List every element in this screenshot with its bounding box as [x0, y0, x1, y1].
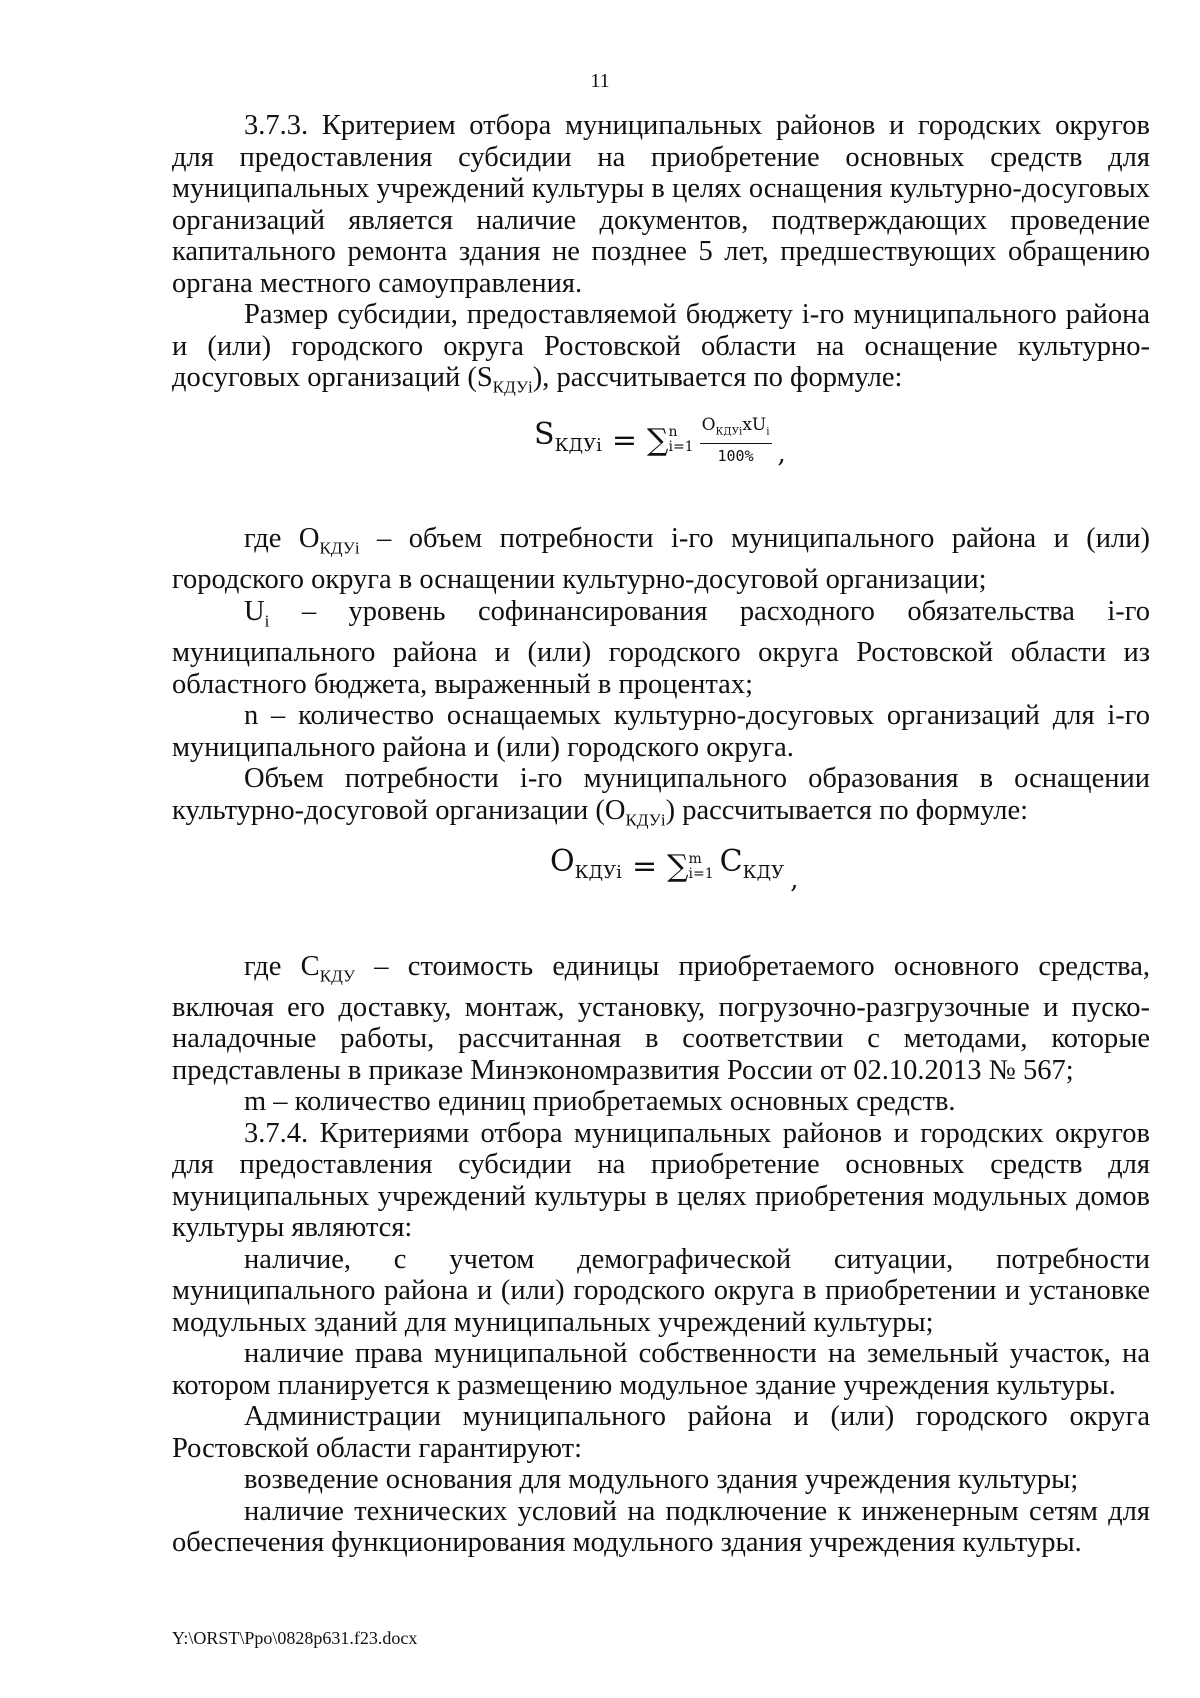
page-number: 11 [590, 70, 610, 92]
paragraph-where-m: m – количество единиц приобретаемых основных средств. [244, 1086, 956, 1118]
paragraph-3-7-4: 3.7.4. Критериями отбора муниципальных районов и городских округов для предоставления субсидии на приобретение основных средств для муниципальных учреждений культуры в целях приобретения модульных домов культуры являются: [172, 1117, 1150, 1244]
paragraph-where-c: где $C_{КДУ}$ – стоимость единицы приобретаемого основного средства, включая его доставку, монтаж, установку, погрузочно-разгрузочные и пуско-наладочные работы, рассчитанная в соответствии с методами, которые представлены в приказе Минэкономразвития России от 02.10.2013 № 567; [172, 950, 1150, 1086]
fraction-denominator: 100% [717, 446, 754, 465]
sum-limits [689, 852, 714, 882]
paragraph-where-o: где $O_{КДУi}$ – объем потребности i-го муниципального района и (или) городского округа в оснащении культурно-досуговой организации; [172, 523, 1150, 596]
equals-sign: = [611, 422, 638, 458]
sum-limits [668, 425, 693, 455]
sum-symbol: ∑ [667, 849, 689, 885]
formula-comma: , [777, 438, 786, 469]
paragraph-subsidy-size [172, 299, 1150, 403]
formula-volume [172, 836, 1150, 951]
paragraph-volume: Объем потребности i-го муниципального образования в оснащении культурно-досуговой организации $(O_{КДУi})$ рассчитывается по формуле: [172, 763, 1150, 830]
formula-lhs: $O_{КДУi}$ [550, 843, 622, 883]
sum-symbol: ∑ [647, 422, 669, 458]
fraction-numerator: $O_{КДУi}xU_i$ [700, 415, 772, 443]
document-body [172, 110, 1150, 1559]
text: Размер субсидии, предоставляемой бюджету i-го муниципального района и (или) городского округа Ростовской области на оснащение культурно-досуговых организаций (S [172, 299, 1150, 393]
sum-upper: m [688, 851, 702, 867]
paragraph-3-7-3: 3.7.3. Критерием отбора муниципальных районов и городских округов для предоставления субсидии на приобретение основных средств для муниципальных учреждений культуры в целях оснащения культурно-досуговых организаций является наличие документов, подтверждающих проведение капитального ремонта здания не позднее 5 лет, предшествующих обращению органа местного самоуправления. [172, 110, 1150, 299]
paragraph-criterion-2: наличие права муниципальной собственности на земельный участок, на котором планируется к размещению модульное здание учреждения культуры. [172, 1338, 1150, 1401]
paragraph-where-n: n – количество оснащаемых культурно-досуговых организаций для i-го муниципального района и (или) городского округа. [172, 700, 1150, 763]
formula-subsidy [172, 403, 1150, 523]
sum-upper: n [668, 424, 678, 441]
paragraph-where-u: $U_i$ – уровень софинансирования расходного обязательства i-го муниципального района и (или) городского округа Ростовской области из областного бюджета, выраженный в процентах; [172, 595, 1150, 700]
equals-sign: = [631, 849, 658, 885]
sum-lower: i=1 [688, 866, 714, 882]
formula-comma: , [790, 865, 799, 896]
formula-lhs: $S_{КДУi}$ [534, 417, 602, 457]
paragraph-guarantee: Администрации муниципального района и (или) городского округа Ростовской области гарантируют: [172, 1401, 1150, 1464]
fraction [700, 415, 772, 465]
text: ), рассчитывается по формуле: [532, 362, 903, 393]
paragraph-guarantee-1: возведение основания для модульного здания учреждения культуры; [244, 1464, 1079, 1496]
paragraph-criterion-1: наличие, с учетом демографической ситуации, потребности муниципального района и (или) городского округа в приобретении и установке модульных зданий для муниципальных учреждений культуры; [172, 1243, 1150, 1338]
subscript: КДУi [492, 377, 533, 397]
paragraph-guarantee-2: наличие технических условий на подключение к инженерным сетям для обеспечения функционирования модульного здания учреждения культуры. [172, 1495, 1150, 1559]
sum-lower: i=1 [668, 439, 694, 456]
file-path-footer: Y:\ORST\Ppo\0828p631.f23.docx [172, 1628, 418, 1648]
formula-term: $C_{КДУ}$ [719, 843, 785, 883]
